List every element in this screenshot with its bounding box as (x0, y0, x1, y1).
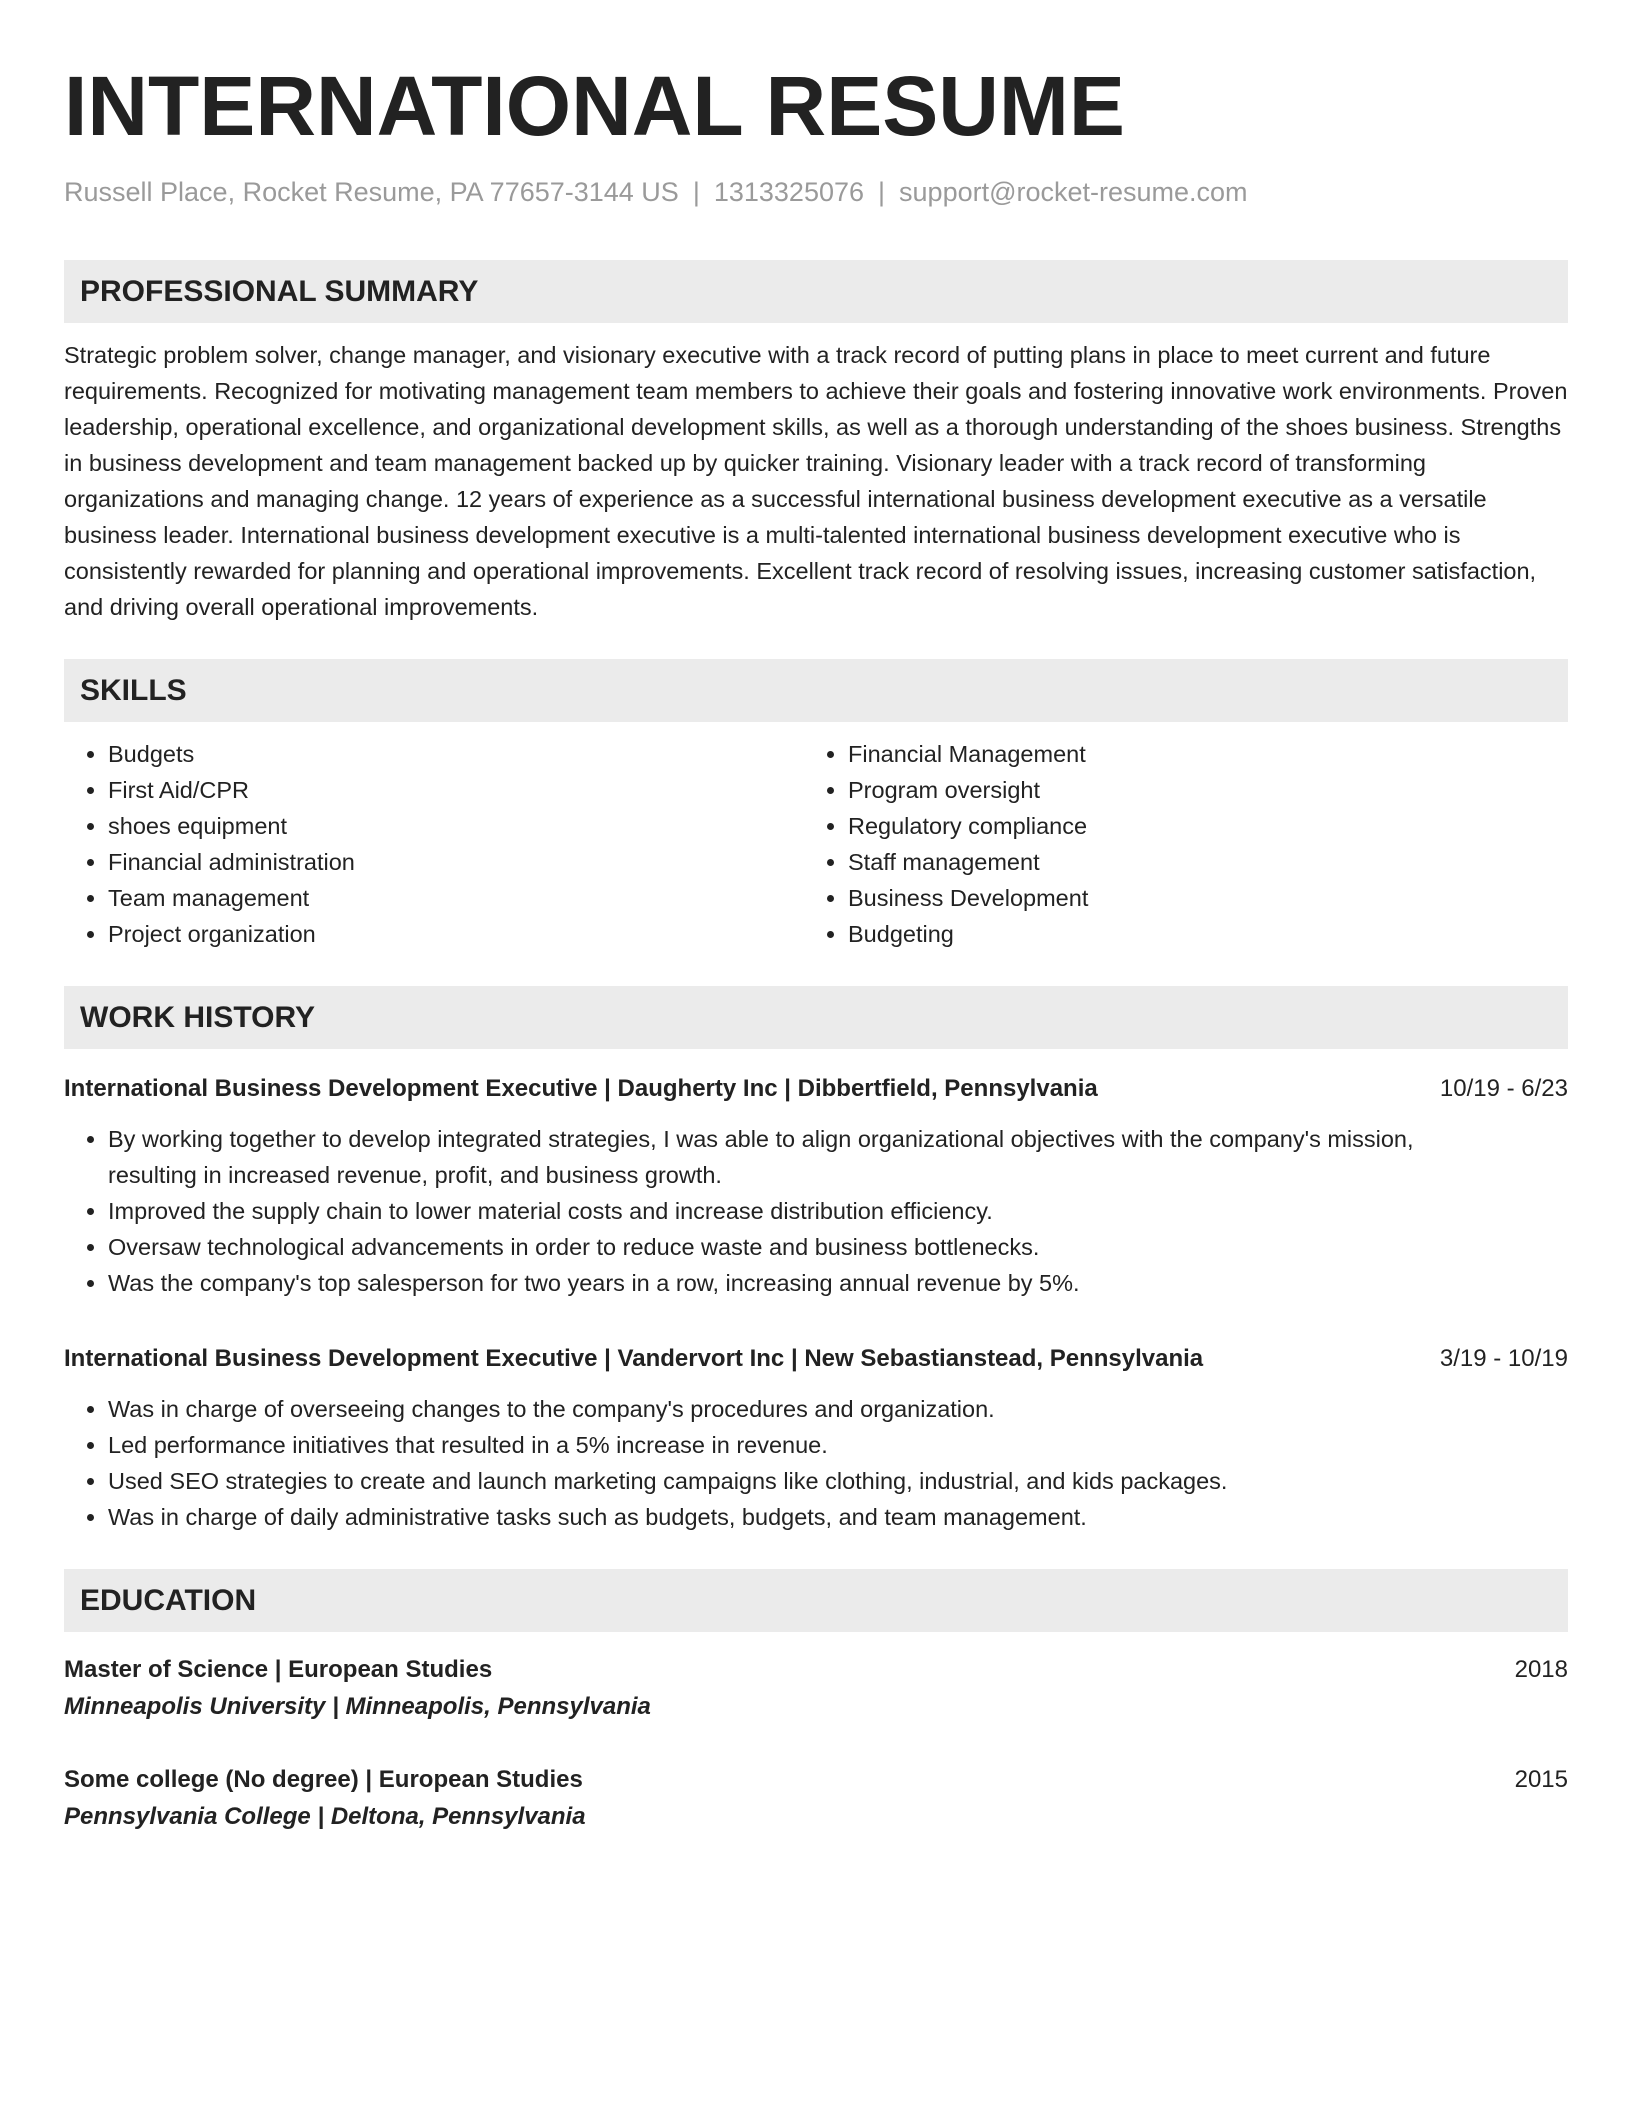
job-header (64, 1341, 1568, 1377)
summary-text: Strategic problem solver, change manager, and visionary executive with a track record of putting plans in place to meet current and future requirements. Recognized for motivating management team members to achieve their goals and fostering innovative work environments. Proven leadership, operational excellence, and organizational development skills, as well as a thorough understanding of the shoes business. Strengths in business development and team management backed up by quicker training. Visionary leader with a track record of transforming organizations and managing change. 12 years of experience as a successful international business development executive as a versatile business leader. International business development executive is a multi-talented international business development executive who is consistently rewarded for planning and operational improvements. Excellent track record of resolving issues, increasing customer satisfaction, and driving overall operational improvements. (64, 342, 1568, 620)
skill-item: • Team management (108, 880, 804, 916)
school-name: Pennsylvania College | Deltona, Pennsylvania (64, 1803, 586, 1830)
work-history-heading: WORK HISTORY (64, 986, 1568, 1049)
skill-item: • First Aid/CPR (108, 772, 804, 808)
summary-heading: PROFESSIONAL SUMMARY (64, 260, 1568, 323)
education-header (64, 1652, 1568, 1688)
contact-separator: | (878, 177, 886, 207)
graduation-year: 2015 (1514, 1766, 1568, 1793)
skill-item: • Regulatory compliance (848, 808, 1544, 844)
job-bullet: • Was in charge of daily administrative tasks such as budgets, budgets, and team management. (108, 1499, 1568, 1535)
job-bullets (64, 1121, 1568, 1301)
skill-item: • Budgeting (848, 916, 1544, 952)
skill-item: • Project organization (108, 916, 804, 952)
job-title: International Business Development Executive | Vandervort Inc | New Sebastianstead, Pennsylvania (64, 1345, 1204, 1372)
degree-title: Some college (No degree) | European Studies (64, 1766, 583, 1793)
job-bullet: • Was the company's top salesperson for two years in a row, increasing annual revenue by 5%. (108, 1265, 1568, 1301)
skill-item: • shoes equipment (108, 808, 804, 844)
contact-line (64, 174, 1568, 210)
job-header (64, 1071, 1568, 1107)
skill-item: • Program oversight (848, 772, 1544, 808)
skills-column-left (64, 736, 804, 952)
contact-separator: | (692, 177, 700, 207)
job-bullet: • Oversaw technological advancements in order to reduce waste and business bottlenecks. (108, 1229, 1568, 1265)
degree-title: Master of Science | European Studies (64, 1656, 493, 1683)
graduation-year: 2018 (1514, 1656, 1568, 1683)
skill-item: • Financial administration (108, 844, 804, 880)
resume-name: INTERNATIONAL RESUME (64, 59, 1125, 153)
job-bullets (64, 1391, 1568, 1535)
education-header (64, 1762, 1568, 1798)
job-bullet: • Led performance initiatives that resulted in a 5% increase in revenue. (108, 1427, 1568, 1463)
job-dates: 3/19 - 10/19 (1439, 1345, 1568, 1372)
education-entry (64, 1762, 1568, 1836)
skill-item: • Financial Management (848, 736, 1544, 772)
education-entry (64, 1652, 1568, 1726)
school-name: Minneapolis University | Minneapolis, Pennsylvania (64, 1693, 651, 1720)
contact-phone: 1313325076 (713, 177, 865, 207)
skills-heading: SKILLS (64, 659, 1568, 722)
job-bullet: • Was in charge of overseeing changes to the company's procedures and organization. (108, 1391, 1568, 1427)
skill-item: • Business Development (848, 880, 1544, 916)
job-entry (64, 1341, 1568, 1535)
job-entry (64, 1071, 1568, 1301)
contact-email: support@rocket-resume.com (899, 177, 1248, 207)
job-dates: 10/19 - 6/23 (1439, 1075, 1568, 1102)
job-bullet: • Used SEO strategies to create and launch marketing campaigns like clothing, industrial, and kids packages. (108, 1463, 1568, 1499)
skills-list (64, 736, 1568, 952)
contact-address: Russell Place, Rocket Resume, PA 77657-3144 US (64, 177, 679, 207)
job-bullet: • Improved the supply chain to lower material costs and increase distribution efficiency. (108, 1193, 1568, 1229)
skill-item: • Budgets (108, 736, 804, 772)
skills-column-right (804, 736, 1544, 952)
skill-item: • Staff management (848, 844, 1544, 880)
job-bullet: • By working together to develop integrated strategies, I was able to align organizational objectives with the company's mission, resulting in increased revenue, profit, and business growth. (108, 1121, 1568, 1193)
education-heading: EDUCATION (64, 1569, 1568, 1632)
job-title: International Business Development Executive | Daugherty Inc | Dibbertfield, Pennsylvania (64, 1075, 1098, 1102)
